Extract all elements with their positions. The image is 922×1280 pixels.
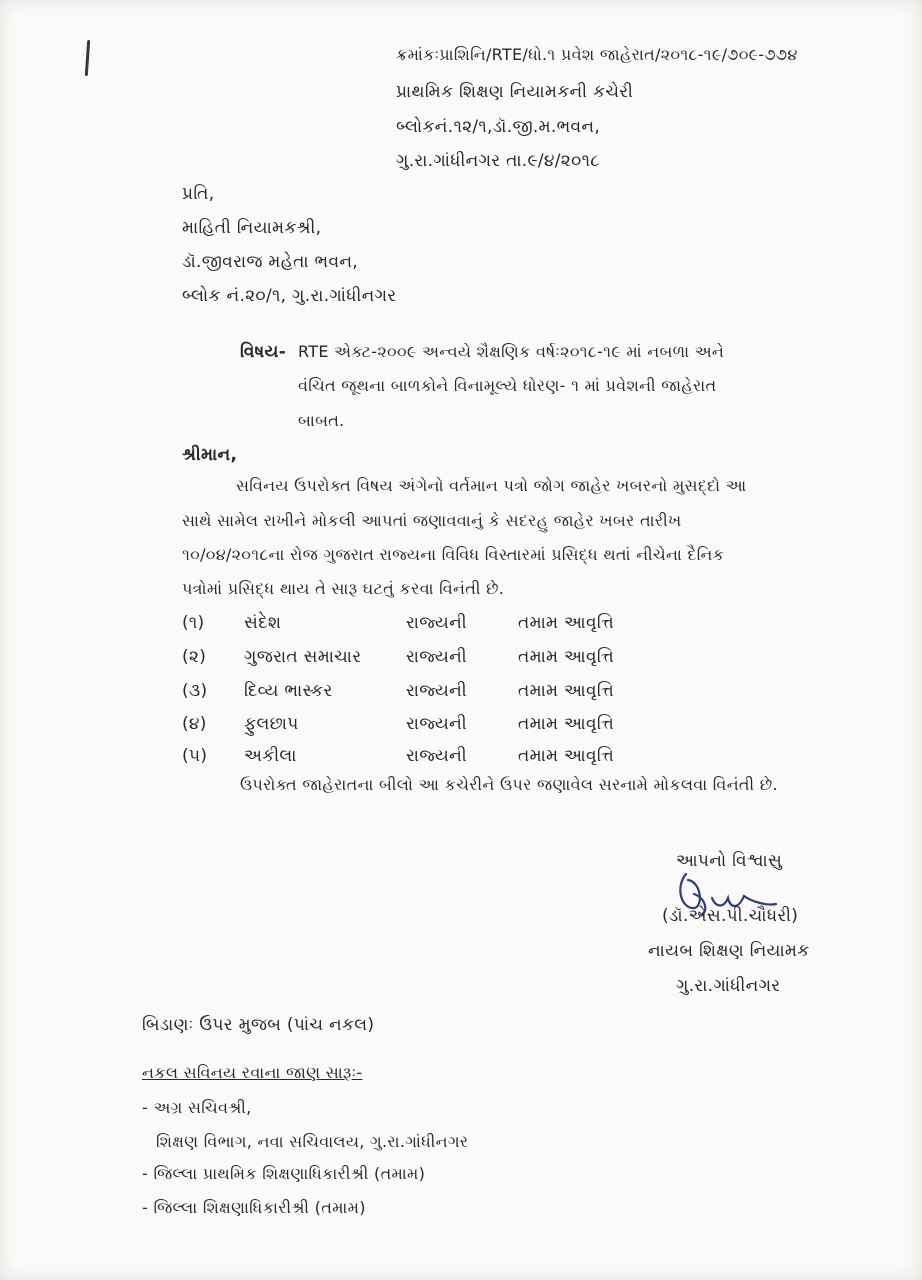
yours-faithfully: આપનો વિશ્વાસુ	[676, 851, 783, 871]
newspaper-name: દિવ્ય ભાસ્કર	[244, 681, 333, 701]
newspaper-scope: રાજ્યની	[406, 681, 467, 701]
newspaper-edition: તમામ આવૃત્તિ	[518, 746, 614, 766]
recipient-name: માહિતી નિયામકશ્રી,	[182, 218, 322, 238]
list-item-number: (૪)	[182, 714, 207, 734]
list-item-number: (૫)	[182, 746, 208, 766]
list-item-number: (૩)	[182, 681, 208, 701]
copy-item: શિક્ષણ વિભાગ, નવા સચિવાલય, ગુ.રા.ગાંધીનગર	[156, 1132, 469, 1151]
signatory-place: ગુ.રા.ગાંધીનગર	[676, 976, 781, 996]
recipient-block: બ્લોક નં.૨૦/૧, ગુ.રા.ગાંધીનગર	[182, 286, 397, 306]
copy-item: - અગ્ર સચિવશ્રી,	[142, 1098, 252, 1117]
body-line-2: સાથે સામેલ રાખીને મોકલી આપતાં જણાવવાનું કે સદરહુ જાહેર ખબર તારીખ	[182, 511, 682, 530]
subject-line-3: બાબત.	[298, 411, 345, 430]
body-line-1: સવિનય ઉપરોક્ત વિષય અંગેનો વર્તમાન પત્રો જોગ જાહેર ખબરનો મુસદ્દો આ	[236, 476, 747, 495]
newspaper-edition: તમામ આવૃત્તિ	[518, 613, 614, 633]
body-line-3: ૧૦/૦૪/૨૦૧૮ના રોજ ગુજરાત રાજ્યના વિવિધ વિસ્તારમાં પ્રસિદ્ધ થતાં નીચેના દૈનિક	[182, 545, 725, 564]
list-item-number: (૧)	[182, 613, 205, 633]
newspaper-scope: રાજ્યની	[406, 714, 467, 734]
closing-line: ઉપરોક્ત જાહેરાતના બીલો આ કચેરીને ઉપર જણાવેલ સરનામે મોકલવા વિનંતી છે.	[240, 775, 778, 794]
subject-line-1: RTE એક્ટ-૨૦૦૯ અન્વયે શૈક્ષણિક વર્ષઃ૨૦૧૮-૧૯ માં નબળા અને	[298, 342, 725, 361]
reference-number: ક્રમાંકઃપ્રાશિનિ/RTE/ધો.૧ પ્રવેશ જાહેરાત/૨૦૧૮-૧૯/૭૦૯-૭૭૪	[396, 45, 798, 64]
recipient-prati: પ્રતિ,	[182, 184, 215, 204]
enclosure-note: બિડાણઃ ઉપર મુજબ (પાંચ નકલ)	[142, 1015, 375, 1035]
subject-line-2: વંચિત જૂથના બાળકોને વિનામૂલ્યે ધોરણ- ૧ માં પ્રવેશની જાહેરાત	[298, 376, 717, 395]
newspaper-edition: તમામ આવૃત્તિ	[518, 647, 614, 667]
place-date: ગુ.રા.ગાંધીનગર તા.૯/૪/૨૦૧૮	[396, 151, 600, 171]
copy-heading: નકલ સવિનય રવાના જાણ સારૂઃ-	[142, 1063, 363, 1082]
newspaper-scope: રાજ્યની	[406, 746, 467, 766]
recipient-building: ડૉ.જીવરાજ મહેતા ભવન,	[182, 252, 359, 272]
office-address: બ્લોકનં.૧૨/૧,ડૉ.જી.મ.ભવન,	[396, 117, 601, 137]
newspaper-name: ગુજરાત સમાચાર	[244, 647, 362, 667]
newspaper-name: અકીલા	[244, 746, 297, 766]
subject-label: વિષય-	[240, 342, 287, 362]
body-line-4: પત્રોમાં પ્રસિદ્ધ થાય તે સારૂ ઘટતું કરવા વિનંતી છે.	[182, 579, 505, 598]
signatory-designation: નાયબ શિક્ષણ નિયામક	[648, 941, 810, 961]
office-name: પ્રાથમિક શિક્ષણ નિયામકની કચેરી	[396, 82, 634, 102]
signatory-name: (ડૉ.એસ.પી.ચૌધરી)	[662, 906, 799, 926]
copy-item: - જિલ્લા પ્રાથમિક શિક્ષણાધિકારીશ્રી (તમામ)	[142, 1164, 426, 1183]
newspaper-edition: તમામ આવૃત્તિ	[518, 681, 614, 701]
salutation: શ્રીમાન,	[182, 445, 238, 465]
newspaper-name: સંદેશ	[244, 613, 282, 633]
newspaper-scope: રાજ્યની	[406, 647, 467, 667]
copy-item: - જિલ્લા શિક્ષણાધિકારીશ્રી (તમામ)	[142, 1198, 366, 1217]
newspaper-scope: રાજ્યની	[406, 613, 467, 633]
list-item-number: (૨)	[182, 647, 207, 667]
margin-pen-mark	[85, 40, 91, 76]
newspaper-name: ફુલછાપ	[244, 714, 299, 734]
newspaper-edition: તમામ આવૃત્તિ	[518, 714, 614, 734]
